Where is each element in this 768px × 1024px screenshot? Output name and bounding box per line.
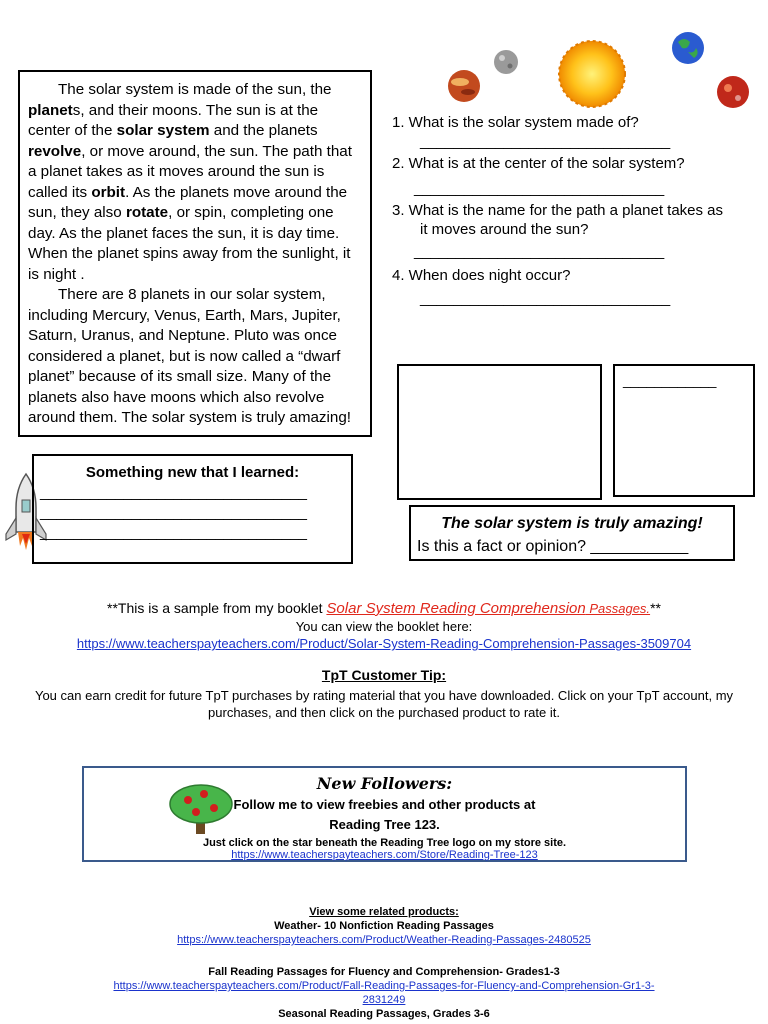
product-2-link[interactable]: https://www.teacherspayteachers.com/Product/Fall-Reading-Passages-for-Fluency-and-Comprehension-Gr1-3- xyxy=(113,980,655,992)
related-heading: View some related products: xyxy=(309,906,459,918)
vocab-term: orbit xyxy=(91,183,126,201)
question-3-continued: it moves around the sun? xyxy=(420,221,589,238)
related-products xyxy=(0,905,768,1021)
answer-line-2[interactable]: ______________________________ xyxy=(414,180,665,197)
product-2-title: Fall Reading Passages for Fluency and Comprehension- Grades1-3 xyxy=(208,966,560,978)
learned-line-2[interactable]: ________________________________ xyxy=(40,504,307,521)
follow-line-1: Follow me to view freebies and other products at xyxy=(233,797,536,812)
follow-box xyxy=(82,766,687,862)
footer-info xyxy=(0,600,768,721)
product-2-link-cont[interactable]: 2831249 xyxy=(362,994,406,1006)
passage-text: , or move around, the sun. The path that a planet takes as it moves around the sun is called its xyxy=(28,142,352,201)
new-followers-heading: New Followers: xyxy=(316,774,453,793)
questions-list xyxy=(392,113,752,308)
question-4: 4. When does night occur? xyxy=(392,267,571,284)
sample-note-suffix: ** xyxy=(650,600,661,616)
mercury-planet-icon xyxy=(494,50,518,74)
vocab-term: planet xyxy=(28,101,73,119)
sample-note xyxy=(0,600,768,617)
label-line[interactable]: ____________ xyxy=(623,372,717,388)
booklet-title-link[interactable] xyxy=(326,600,650,616)
label-box[interactable] xyxy=(613,364,755,497)
product-3-title: Seasonal Reading Passages, Grades 3-6 xyxy=(278,1008,490,1020)
reading-passage xyxy=(18,70,372,437)
mars-planet-icon xyxy=(448,70,480,102)
booklet-title-main[interactable]: Solar System Reading Comprehension xyxy=(326,600,586,617)
passage-paragraph-2: There are 8 planets in our solar system, including Mercury, Venus, Earth, Mars, Jupiter, Saturn, Uranus, and Neptune. Pluto was once considered a planet, but is now called a “dwarf planet” because of its small size. Many of the planets also have moons which also revolve around them. The solar system is truly amazing! xyxy=(28,286,352,426)
learned-title: Something new that I learned: xyxy=(85,464,300,481)
passage-text: s, and their moons. The sun is at the center of the xyxy=(28,101,319,139)
learned-line-3[interactable]: ________________________________ xyxy=(40,524,307,541)
question-1: 1. What is the solar system made of? xyxy=(392,114,639,131)
sun-icon xyxy=(559,41,625,107)
question-2: 2. What is at the center of the solar system? xyxy=(392,155,685,172)
tip-heading: TpT Customer Tip: xyxy=(321,667,447,683)
earth-planet-icon xyxy=(672,32,704,64)
answer-line-4[interactable]: ______________________________ xyxy=(420,290,671,307)
passage-text: , or spin, completing one day. As the planet faces the sun, it is day time. When the planet spins away from the sunlight, it is night . xyxy=(28,204,351,283)
planets-illustration xyxy=(440,28,760,118)
vocab-term: solar system xyxy=(116,122,210,139)
product-1-title: Weather- 10 Nonfiction Reading Passages xyxy=(274,920,494,932)
answer-line-3[interactable]: ______________________________ xyxy=(414,243,665,260)
learned-line-1[interactable]: ________________________________ xyxy=(40,484,307,501)
booklet-url-link[interactable]: https://www.teacherspayteachers.com/Product/Solar-System-Reading-Comprehension-Passages-3509704 xyxy=(76,636,692,651)
follow-line-2: Reading Tree 123. xyxy=(329,817,440,832)
tree-icon xyxy=(168,782,234,836)
passage-text: and the planets xyxy=(209,122,318,139)
answer-line-1[interactable]: ______________________________ xyxy=(420,133,671,150)
vocab-term: rotate xyxy=(125,204,169,221)
passage-paragraph-1 xyxy=(28,80,362,285)
store-url-link[interactable]: https://www.teacherspayteachers.com/Store/Reading-Tree-123 xyxy=(231,849,538,861)
view-booklet-text: You can view the booklet here: xyxy=(295,619,473,634)
booklet-title-tail[interactable]: Passages. xyxy=(585,601,651,616)
learned-box xyxy=(32,454,353,564)
tip-text: You can earn credit for future TpT purchases by rating material that you have downloaded. Click on your TpT account, my purchases, and then click on the purchased product to rate it. xyxy=(34,688,734,720)
passage-text: The solar system is made of the sun, the xyxy=(58,81,332,98)
question-3: 3. What is the name for the path a planet takes as xyxy=(392,202,724,219)
sample-note-prefix: **This is a sample from my booklet xyxy=(107,600,327,616)
red-planet-icon xyxy=(717,76,749,108)
passage-text: . As the planets move around the sun, they also xyxy=(28,183,348,221)
product-1-link[interactable]: https://www.teacherspayteachers.com/Product/Weather-Reading-Passages-2480525 xyxy=(177,934,591,946)
fact-opinion-box xyxy=(409,505,735,561)
vocab-term: revolve xyxy=(28,142,82,160)
fact-statement: The solar system is truly amazing! xyxy=(441,515,703,532)
drawing-box[interactable] xyxy=(397,364,602,500)
fact-question[interactable]: Is this a fact or opinion? ___________ xyxy=(417,538,689,555)
follow-line-3: Just click on the star beneath the Reading Tree logo on my store site. xyxy=(202,837,567,849)
